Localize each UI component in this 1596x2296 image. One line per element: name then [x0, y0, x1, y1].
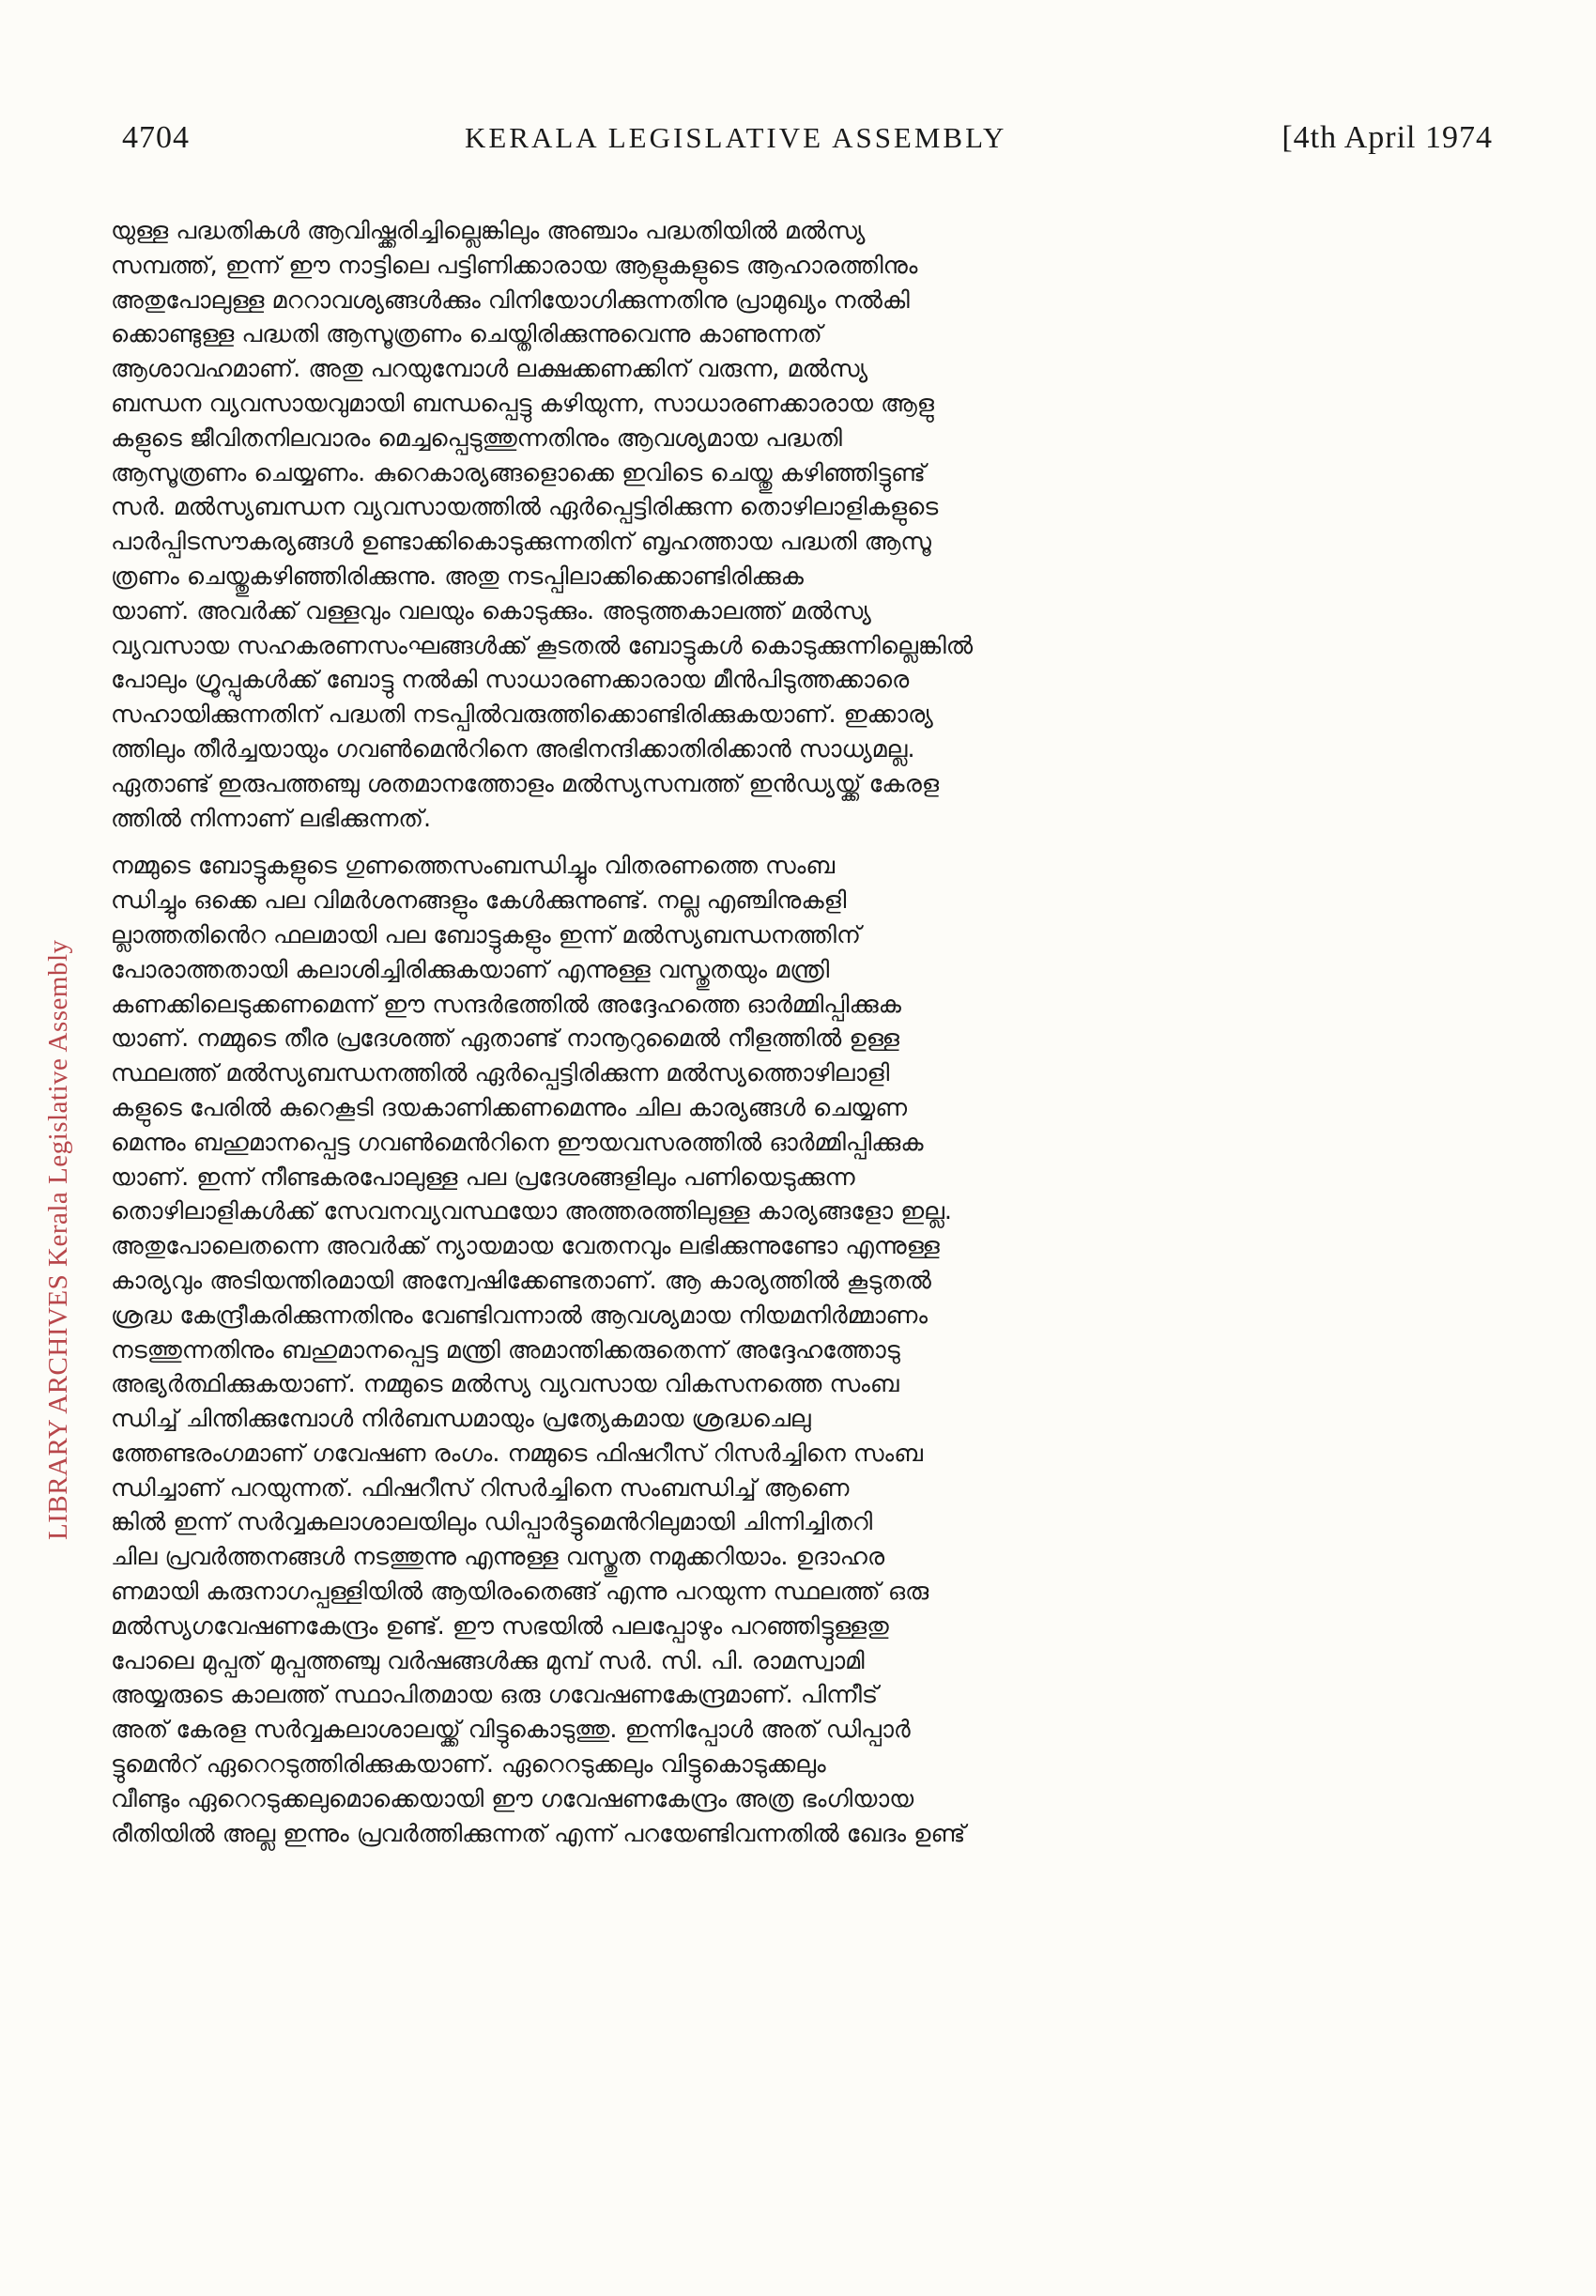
session-date: [4th April 1974 [1281, 120, 1493, 155]
page-number: 4704 [122, 120, 190, 155]
archive-watermark: LIBRARY ARCHIVES Kerala Legislative Assembly [43, 939, 73, 1540]
paragraph-2: നമ്മുടെ ബോട്ടുകളുടെ ഗുണത്തെസംബന്ധിച്ചും വിതരണത്തെ സംബ ന്ധിച്ചും ഒക്കെ പല വിമർശനങ്ങളും കേൾക്കുന്നുണ്ട്. നല്ല എഞ്ചിനുകളി ല്ലാത്തതിൻെറ ഫലമായി പല ബോട്ടുകളും ഇന്ന് മൽസ്യബന്ധനത്തിന് പോരാത്തതായി കലാശിച്ചിരിക്കുകയാണ് എന്നുള്ള വസ്തുതയും മന്ത്രി കണക്കിലെടുക്കണമെന്ന് ഈ സന്ദർഭത്തിൽ അദ്ദേഹത്തെ ഓർമ്മിപ്പിക്കുക യാണ്. നമ്മുടെ തീര പ്രദേശത്ത് ഏതാണ്ട് നാനൂറുമൈൽ നീളത്തിൽ ഉള്ള സ്ഥലത്ത് മൽസ്യബന്ധനത്തിൽ ഏർപ്പെട്ടിരിക്കുന്ന മൽസ്യത്തൊഴിലാളി കളുടെ പേരിൽ കുറെകൂടി ദയകാണിക്കണമെന്നും ചില കാര്യങ്ങൾ ചെയ്യണ മെന്നും ബഹുമാനപ്പെട്ട ഗവൺമെൻറിനെ ഈയവസരത്തിൽ ഓർമ്മിപ്പിക്കുക യാണ്. ഇന്ന് നീണ്ടകരപോലുള്ള പല പ്രദേശങ്ങളിലും പണിയെടുക്കുന്ന തൊഴിലാളികൾക്ക് സേവനവ്യവസ്ഥയോ അത്തരത്തിലുള്ള കാര്യങ്ങളോ ഇല്ല. അതുപോലെതന്നെ അവർക്ക് ന്യായമായ വേതനവും ലഭിക്കുന്നുണ്ടോ എന്നുള്ള കാര്യവും അടിയന്തിരമായി അന്വേഷിക്കേണ്ടതാണ്. ആ കാര്യത്തിൽ കൂടുതൽ ശ്രദ്ധ കേന്ദ്രീകരിക്കുന്നതിനും വേണ്ടിവന്നാൽ ആവശ്യമായ നിയമനിർമ്മാണം നടത്തുന്നതിനും ബഹുമാനപ്പെട്ട മന്ത്രി അമാന്തിക്കരുതെന്ന് അദ്ദേഹത്തോടു അഭ്യർത്ഥിക്കുകയാണ്. നമ്മുടെ മൽസ്യ വ്യവസായ വികസനത്തെ സംബ ന്ധിച്ച് ചിന്തിക്കുമ്പോൾ നിർബന്ധമായും പ്രത്യേകമായ ശ്രദ്ധചെലു ത്തേണ്ടരംഗമാണ് ഗവേഷണ രംഗം. നമ്മുടെ ഫിഷറീസ് റിസർച്ചിനെ സംബ ന്ധിച്ചാണ് പറയുന്നത്. ഫിഷറീസ് റിസർച്ചിനെ സംബന്ധിച്ച് ആണെ ങ്കിൽ ഇന്ന് സർവ്വകലാശാലയിലും ഡിപ്പാർട്ടുമെൻറിലുമായി ചിന്നിച്ചിതറി ചില പ്രവർത്തനങ്ങൾ നടത്തുന്നു എന്നുള്ള വസ്തുത നമുക്കറിയാം. ഉദാഹര ണമായി കരുനാഗപ്പള്ളിയിൽ ആയിരംതെങ്ങ് എന്നു പറയുന്ന സ്ഥലത്ത് ഒരു മൽസ്യഗവേഷണകേന്ദ്രം ഉണ്ട്. ഈ സഭയിൽ പലപ്പോഴും പറഞ്ഞിട്ടുള്ളതു പോലെ മുപ്പത് മുപ്പത്തഞ്ചു വർഷങ്ങൾക്കു മുമ്പ് സർ. സി. പി. രാമസ്വാമി അയ്യരുടെ കാലത്ത് സ്ഥാപിതമായ ഒരു ഗവേഷണകേന്ദ്രമാണ്. പിന്നീട് അത് കേരള സർവ്വകലാശാലയ്ക്ക് വിട്ടുകൊടുത്തു. ഇന്നിപ്പോൾ അത് ഡിപ്പാർ ട്ടുമെൻറ് ഏറെറടുത്തിരിക്കുകയാണ്. ഏറെറടുക്കലും വിട്ടുകൊടുക്കലും വീണ്ടും ഏറെറടുക്കലുമൊക്കെയായി ഈ ഗവേഷണകേന്ദ്രം അത്ര ഭംഗിയായ രീതിയിൽ അല്ല ഇന്നും പ്രവർത്തിക്കുന്നത് എന്ന് പറയേണ്ടിവന്നതിൽ ഖേദം ഉണ്ട് [111, 852, 966, 1848]
assembly-title: KERALA LEGISLATIVE ASSEMBLY [464, 121, 1007, 154]
speech-body [111, 214, 1500, 1851]
page-header [122, 120, 1493, 177]
paragraph-1: യുള്ള പദ്ധതികൾ ആവിഷ്ക്കരിച്ചില്ലെങ്കിലും അഞ്ചാം പദ്ധതിയിൽ മൽസ്യ സമ്പത്ത്, ഇന്ന് ഈ നാട്ടിലെ പട്ടിണിക്കാരായ ആളുകളുടെ ആഹാരത്തിനും അതുപോലുള്ള മററാവശ്യങ്ങൾക്കും വിനിയോഗിക്കുന്നതിനു പ്രാമുഖ്യം നൽകി ക്കൊണ്ടുള്ള പദ്ധതി ആസൂത്രണം ചെയ്തിരിക്കുന്നുവെന്നു കാണുന്നത് ആശാവഹമാണ്. അതു പറയുമ്പോൾ ലക്ഷക്കണക്കിന് വരുന്ന, മൽസ്യ ബന്ധന വ്യവസായവുമായി ബന്ധപ്പെട്ടു കഴിയുന്ന, സാധാരണക്കാരായ ആളു കളുടെ ജീവിതനിലവാരം മെച്ചപ്പെടുത്തുന്നതിനും ആവശ്യമായ പദ്ധതി ആസൂത്രണം ചെയ്യണം. കുറെകാര്യങ്ങളൊക്കെ ഇവിടെ ചെയ്തു കഴിഞ്ഞിട്ടുണ്ട് സർ. മൽസ്യബന്ധന വ്യവസായത്തിൽ ഏർപ്പെട്ടിരിക്കുന്ന തൊഴിലാളികളുടെ പാർപ്പിടസൗകര്യങ്ങൾ ഉണ്ടാക്കികൊടുക്കുന്നതിന് ബൃഹത്തായ പദ്ധതി ആസൂ ത്രണം ചെയ്തുകഴിഞ്ഞിരിക്കുന്നു. അതു നടപ്പിലാക്കിക്കൊണ്ടിരിക്കുക യാണ്. അവർക്ക് വള്ളവും വലയും കൊടുക്കും. അടുത്തകാലത്ത് മൽസ്യ വ്യവസായ സഹകരണസംഘങ്ങൾക്ക് കൂടതൽ ബോട്ടുകൾ കൊടുക്കുന്നില്ലെങ്കിൽ പോലും ഗ്രൂപ്പുകൾക്ക് ബോട്ടു നൽകി സാധാരണക്കാരായ മീൻപിടുത്തക്കാരെ സഹായിക്കുന്നതിന് പദ്ധതി നടപ്പിൽവരുത്തിക്കൊണ്ടിരിക്കുകയാണ്. ഇക്കാര്യ ത്തിലും തീർച്ചയായും ഗവൺമെൻറിനെ അഭിനന്ദിക്കാതിരിക്കാൻ സാധ്യമല്ല. ഏതാണ്ട് ഇരുപത്തഞ്ചു ശതമാനത്തോളം മൽസ്യസമ്പത്ത് ഇൻഡ്യയ്ക്ക് കേരള ത്തിൽ നിന്നാണ് ലഭിക്കുന്നത്. [111, 217, 974, 833]
